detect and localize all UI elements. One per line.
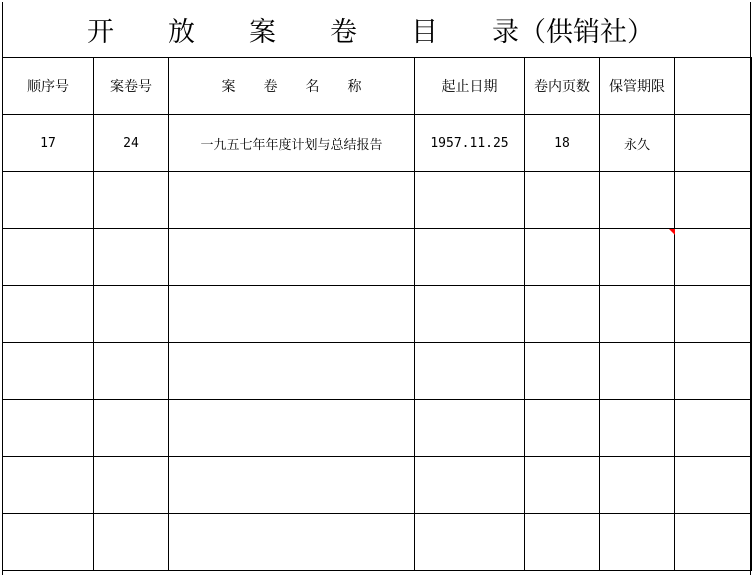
cell-retention[interactable] xyxy=(600,343,675,400)
table-row xyxy=(3,457,752,514)
cell-file-no[interactable] xyxy=(94,514,169,571)
cell-date-range[interactable] xyxy=(415,400,525,457)
cell-file-title[interactable] xyxy=(169,229,415,286)
catalog-table xyxy=(2,57,752,571)
cell-file-no[interactable] xyxy=(94,343,169,400)
cell-retention[interactable]: 永久 xyxy=(600,115,675,172)
cell-page-count[interactable] xyxy=(525,514,600,571)
cell-sequence-no[interactable] xyxy=(3,400,94,457)
cell-file-no[interactable] xyxy=(94,229,169,286)
cell-retention[interactable] xyxy=(600,229,675,286)
cell-sequence-no[interactable] xyxy=(3,457,94,514)
cell-extra[interactable] xyxy=(675,286,752,343)
cell-date-range[interactable] xyxy=(415,457,525,514)
cell-page-count[interactable] xyxy=(525,400,600,457)
header-cell-retention[interactable]: 保管期限 xyxy=(600,58,675,115)
cell-extra[interactable] xyxy=(675,514,752,571)
cell-file-no[interactable]: 24 xyxy=(94,115,169,172)
cell-file-title[interactable] xyxy=(169,172,415,229)
cell-file-title[interactable] xyxy=(169,457,415,514)
cell-retention[interactable] xyxy=(600,400,675,457)
cell-retention[interactable] xyxy=(600,172,675,229)
table-row xyxy=(3,115,752,172)
header-cell-file-title[interactable]: 案 卷 名 称 xyxy=(169,58,415,115)
cell-extra[interactable] xyxy=(675,343,752,400)
cell-date-range[interactable] xyxy=(415,343,525,400)
table-row xyxy=(3,286,752,343)
cell-file-title[interactable] xyxy=(169,286,415,343)
cell-date-range[interactable] xyxy=(415,229,525,286)
cell-sequence-no[interactable] xyxy=(3,286,94,343)
header-cell-page-count[interactable]: 卷内页数 xyxy=(525,58,600,115)
cell-extra[interactable] xyxy=(675,229,752,286)
cell-page-count[interactable]: 18 xyxy=(525,115,600,172)
cell-date-range[interactable] xyxy=(415,286,525,343)
cell-date-range[interactable] xyxy=(415,172,525,229)
cell-page-count[interactable] xyxy=(525,229,600,286)
cell-date-range[interactable] xyxy=(415,514,525,571)
cell-page-count[interactable] xyxy=(525,286,600,343)
cell-retention[interactable] xyxy=(600,457,675,514)
header-cell-sequence-no[interactable]: 顺序号 xyxy=(3,58,94,115)
cell-page-count[interactable] xyxy=(525,172,600,229)
cell-page-count[interactable] xyxy=(525,343,600,400)
cell-sequence-no[interactable] xyxy=(3,229,94,286)
table-row xyxy=(3,229,752,286)
cell-file-no[interactable] xyxy=(94,286,169,343)
cell-file-title[interactable] xyxy=(169,343,415,400)
cell-sequence-no[interactable] xyxy=(3,343,94,400)
page-title: 开 放 案 卷 目 录（供销社） xyxy=(87,17,654,48)
title-cell[interactable] xyxy=(2,2,751,57)
cell-date-range[interactable]: 1957.11.25 xyxy=(415,115,525,172)
cell-sequence-no[interactable] xyxy=(3,514,94,571)
cell-file-no[interactable] xyxy=(94,172,169,229)
cell-retention[interactable] xyxy=(600,514,675,571)
cell-page-count[interactable] xyxy=(525,457,600,514)
cell-file-title[interactable] xyxy=(169,514,415,571)
cell-sequence-no[interactable] xyxy=(3,172,94,229)
header-cell-extra[interactable] xyxy=(675,58,752,115)
header-row xyxy=(3,58,752,115)
cell-extra[interactable] xyxy=(675,172,752,229)
cell-extra[interactable] xyxy=(675,400,752,457)
cell-retention[interactable] xyxy=(600,286,675,343)
header-cell-date-range[interactable]: 起止日期 xyxy=(415,58,525,115)
cell-extra[interactable] xyxy=(675,457,752,514)
cell-file-title[interactable] xyxy=(169,400,415,457)
cell-sequence-no[interactable]: 17 xyxy=(3,115,94,172)
cell-file-no[interactable] xyxy=(94,457,169,514)
cell-file-title[interactable]: 一九五七年年度计划与总结报告 xyxy=(169,115,415,172)
cell-file-no[interactable] xyxy=(94,400,169,457)
table-row xyxy=(3,514,752,571)
table-row xyxy=(3,343,752,400)
table-row xyxy=(3,172,752,229)
header-cell-file-no[interactable]: 案卷号 xyxy=(94,58,169,115)
cell-comment-indicator[interactable] xyxy=(669,229,675,235)
table-row xyxy=(3,400,752,457)
cell-extra[interactable] xyxy=(675,115,752,172)
